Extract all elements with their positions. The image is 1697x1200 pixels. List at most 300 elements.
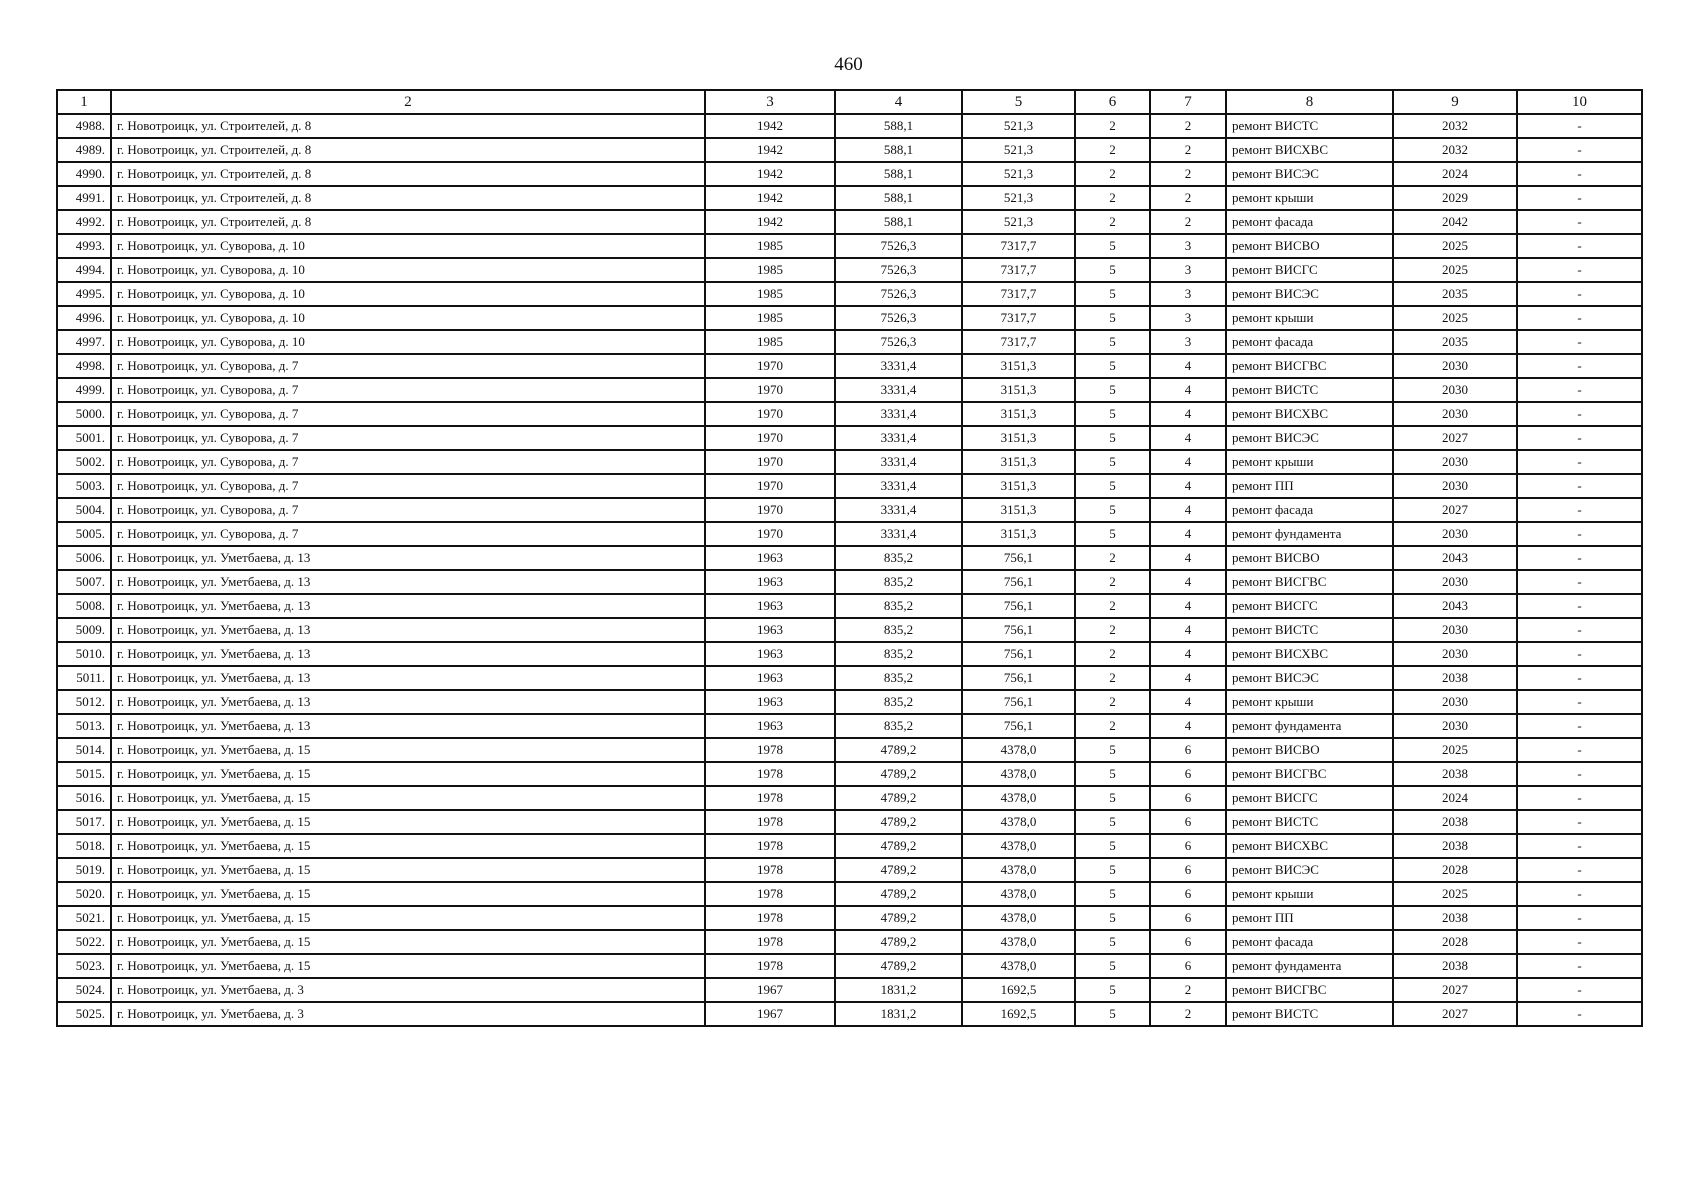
cell-build-year: 1963 [705, 546, 835, 570]
cell-row-number: 5011. [57, 666, 111, 690]
cell-row-number: 5019. [57, 858, 111, 882]
cell-floors: 5 [1075, 354, 1150, 378]
cell-living-area: 3151,3 [962, 426, 1075, 450]
cell-planned-year: 2042 [1393, 210, 1517, 234]
header-row [57, 90, 1642, 114]
column-header-4: 4 [835, 90, 962, 114]
cell-row-number: 5025. [57, 1002, 111, 1026]
cell-address: г. Новотроицк, ул. Суворова, д. 10 [111, 258, 705, 282]
cell-entrances: 6 [1150, 834, 1226, 858]
cell-planned-year: 2025 [1393, 234, 1517, 258]
cell-work-type: ремонт ВИСГВС [1226, 762, 1393, 786]
cell-address: г. Новотроицк, ул. Суворова, д. 7 [111, 474, 705, 498]
page-number: 460 [834, 54, 863, 75]
table-row [57, 762, 1642, 786]
cell-address: г. Новотроицк, ул. Уметбаева, д. 3 [111, 1002, 705, 1026]
cell-planned-year: 2030 [1393, 378, 1517, 402]
cell-address: г. Новотроицк, ул. Строителей, д. 8 [111, 186, 705, 210]
cell-floors: 5 [1075, 330, 1150, 354]
cell-entrances: 6 [1150, 882, 1226, 906]
table-body [57, 114, 1642, 1026]
cell-floors: 2 [1075, 594, 1150, 618]
cell-entrances: 6 [1150, 786, 1226, 810]
cell-address: г. Новотроицк, ул. Строителей, д. 8 [111, 162, 705, 186]
cell-address: г. Новотроицк, ул. Уметбаева, д. 15 [111, 954, 705, 978]
table-row [57, 714, 1642, 738]
cell-entrances: 6 [1150, 954, 1226, 978]
cell-address: г. Новотроицк, ул. Суворова, д. 7 [111, 378, 705, 402]
cell-total-area: 4789,2 [835, 762, 962, 786]
cell-work-type: ремонт ВИСХВС [1226, 834, 1393, 858]
cell-total-area: 4789,2 [835, 882, 962, 906]
cell-row-number: 4991. [57, 186, 111, 210]
cell-floors: 5 [1075, 954, 1150, 978]
cell-floors: 5 [1075, 906, 1150, 930]
cell-total-area: 835,2 [835, 690, 962, 714]
cell-work-type: ремонт ВИСЭС [1226, 282, 1393, 306]
cell-work-type: ремонт фасада [1226, 210, 1393, 234]
cell-entrances: 6 [1150, 930, 1226, 954]
cell-note: - [1517, 978, 1642, 1002]
column-header-9: 9 [1393, 90, 1517, 114]
cell-address: г. Новотроицк, ул. Уметбаева, д. 15 [111, 858, 705, 882]
cell-total-area: 835,2 [835, 666, 962, 690]
cell-work-type: ремонт ВИСВО [1226, 738, 1393, 762]
cell-floors: 5 [1075, 522, 1150, 546]
table-row [57, 1002, 1642, 1026]
cell-work-type: ремонт ВИСГС [1226, 786, 1393, 810]
cell-living-area: 3151,3 [962, 474, 1075, 498]
cell-build-year: 1942 [705, 186, 835, 210]
cell-note: - [1517, 282, 1642, 306]
cell-planned-year: 2028 [1393, 930, 1517, 954]
table-row [57, 186, 1642, 210]
table-row [57, 570, 1642, 594]
cell-total-area: 4789,2 [835, 810, 962, 834]
cell-build-year: 1963 [705, 570, 835, 594]
cell-address: г. Новотроицк, ул. Суворова, д. 7 [111, 402, 705, 426]
cell-row-number: 5017. [57, 810, 111, 834]
cell-total-area: 4789,2 [835, 858, 962, 882]
cell-build-year: 1963 [705, 618, 835, 642]
cell-note: - [1517, 810, 1642, 834]
cell-planned-year: 2030 [1393, 474, 1517, 498]
cell-build-year: 1978 [705, 834, 835, 858]
cell-row-number: 4998. [57, 354, 111, 378]
cell-floors: 5 [1075, 474, 1150, 498]
cell-build-year: 1985 [705, 234, 835, 258]
cell-living-area: 756,1 [962, 570, 1075, 594]
cell-row-number: 5016. [57, 786, 111, 810]
cell-note: - [1517, 666, 1642, 690]
table-row [57, 426, 1642, 450]
cell-living-area: 4378,0 [962, 858, 1075, 882]
cell-row-number: 5001. [57, 426, 111, 450]
cell-address: г. Новотроицк, ул. Суворова, д. 7 [111, 450, 705, 474]
cell-entrances: 4 [1150, 474, 1226, 498]
cell-entrances: 4 [1150, 618, 1226, 642]
cell-address: г. Новотроицк, ул. Строителей, д. 8 [111, 138, 705, 162]
cell-work-type: ремонт ВИСГС [1226, 258, 1393, 282]
cell-row-number: 5012. [57, 690, 111, 714]
cell-work-type: ремонт ВИСХВС [1226, 138, 1393, 162]
cell-note: - [1517, 450, 1642, 474]
cell-total-area: 4789,2 [835, 738, 962, 762]
table-row [57, 882, 1642, 906]
cell-entrances: 2 [1150, 186, 1226, 210]
cell-planned-year: 2030 [1393, 402, 1517, 426]
cell-planned-year: 2038 [1393, 762, 1517, 786]
cell-living-area: 4378,0 [962, 786, 1075, 810]
cell-build-year: 1978 [705, 762, 835, 786]
cell-planned-year: 2035 [1393, 330, 1517, 354]
cell-note: - [1517, 474, 1642, 498]
cell-living-area: 7317,7 [962, 330, 1075, 354]
cell-planned-year: 2030 [1393, 522, 1517, 546]
cell-row-number: 5013. [57, 714, 111, 738]
cell-total-area: 7526,3 [835, 282, 962, 306]
cell-address: г. Новотроицк, ул. Строителей, д. 8 [111, 210, 705, 234]
cell-total-area: 588,1 [835, 210, 962, 234]
table-row [57, 306, 1642, 330]
column-header-6: 6 [1075, 90, 1150, 114]
cell-total-area: 7526,3 [835, 234, 962, 258]
cell-total-area: 3331,4 [835, 426, 962, 450]
table-row [57, 234, 1642, 258]
cell-planned-year: 2030 [1393, 690, 1517, 714]
cell-total-area: 588,1 [835, 186, 962, 210]
table-row [57, 690, 1642, 714]
cell-note: - [1517, 234, 1642, 258]
cell-row-number: 5010. [57, 642, 111, 666]
cell-row-number: 4999. [57, 378, 111, 402]
cell-note: - [1517, 690, 1642, 714]
cell-work-type: ремонт фасада [1226, 330, 1393, 354]
cell-address: г. Новотроицк, ул. Уметбаева, д. 13 [111, 642, 705, 666]
cell-planned-year: 2029 [1393, 186, 1517, 210]
cell-work-type: ремонт крыши [1226, 882, 1393, 906]
cell-entrances: 4 [1150, 714, 1226, 738]
cell-floors: 2 [1075, 138, 1150, 162]
cell-total-area: 3331,4 [835, 378, 962, 402]
cell-row-number: 5015. [57, 762, 111, 786]
cell-work-type: ремонт ВИСЭС [1226, 858, 1393, 882]
cell-build-year: 1970 [705, 474, 835, 498]
cell-floors: 5 [1075, 762, 1150, 786]
cell-living-area: 756,1 [962, 594, 1075, 618]
cell-note: - [1517, 954, 1642, 978]
table-row [57, 594, 1642, 618]
cell-total-area: 7526,3 [835, 258, 962, 282]
cell-work-type: ремонт ВИСХВС [1226, 642, 1393, 666]
cell-row-number: 5024. [57, 978, 111, 1002]
cell-row-number: 5021. [57, 906, 111, 930]
cell-address: г. Новотроицк, ул. Уметбаева, д. 15 [111, 810, 705, 834]
cell-note: - [1517, 786, 1642, 810]
cell-living-area: 3151,3 [962, 450, 1075, 474]
cell-floors: 2 [1075, 186, 1150, 210]
cell-row-number: 4988. [57, 114, 111, 138]
cell-build-year: 1978 [705, 810, 835, 834]
cell-living-area: 3151,3 [962, 402, 1075, 426]
cell-address: г. Новотроицк, ул. Уметбаева, д. 15 [111, 762, 705, 786]
cell-living-area: 756,1 [962, 642, 1075, 666]
cell-row-number: 4994. [57, 258, 111, 282]
cell-floors: 5 [1075, 738, 1150, 762]
cell-living-area: 521,3 [962, 162, 1075, 186]
cell-address: г. Новотроицк, ул. Уметбаева, д. 15 [111, 786, 705, 810]
cell-entrances: 6 [1150, 762, 1226, 786]
cell-living-area: 7317,7 [962, 306, 1075, 330]
table-row [57, 978, 1642, 1002]
cell-work-type: ремонт крыши [1226, 690, 1393, 714]
cell-total-area: 3331,4 [835, 522, 962, 546]
cell-build-year: 1942 [705, 114, 835, 138]
cell-note: - [1517, 210, 1642, 234]
cell-row-number: 5009. [57, 618, 111, 642]
cell-floors: 5 [1075, 858, 1150, 882]
cell-entrances: 6 [1150, 810, 1226, 834]
cell-floors: 2 [1075, 714, 1150, 738]
cell-build-year: 1963 [705, 642, 835, 666]
cell-total-area: 4789,2 [835, 834, 962, 858]
cell-floors: 2 [1075, 546, 1150, 570]
table-row [57, 858, 1642, 882]
cell-entrances: 4 [1150, 690, 1226, 714]
cell-entrances: 6 [1150, 906, 1226, 930]
cell-entrances: 4 [1150, 522, 1226, 546]
cell-work-type: ремонт ВИСГС [1226, 594, 1393, 618]
cell-floors: 2 [1075, 690, 1150, 714]
cell-work-type: ремонт фундамента [1226, 522, 1393, 546]
cell-total-area: 4789,2 [835, 906, 962, 930]
cell-note: - [1517, 618, 1642, 642]
cell-living-area: 4378,0 [962, 738, 1075, 762]
cell-entrances: 4 [1150, 666, 1226, 690]
cell-address: г. Новотроицк, ул. Уметбаева, д. 15 [111, 738, 705, 762]
cell-work-type: ремонт ВИСТС [1226, 810, 1393, 834]
cell-note: - [1517, 642, 1642, 666]
cell-work-type: ремонт крыши [1226, 186, 1393, 210]
table-row [57, 378, 1642, 402]
table-row [57, 954, 1642, 978]
cell-address: г. Новотроицк, ул. Суворова, д. 7 [111, 498, 705, 522]
table-row [57, 666, 1642, 690]
cell-living-area: 4378,0 [962, 834, 1075, 858]
cell-row-number: 4996. [57, 306, 111, 330]
cell-build-year: 1970 [705, 498, 835, 522]
cell-entrances: 4 [1150, 354, 1226, 378]
cell-work-type: ремонт фасада [1226, 930, 1393, 954]
cell-build-year: 1967 [705, 1002, 835, 1026]
cell-work-type: ремонт ВИСГВС [1226, 570, 1393, 594]
cell-address: г. Новотроицк, ул. Уметбаева, д. 13 [111, 666, 705, 690]
repair-registry-table [56, 89, 1643, 1027]
cell-total-area: 588,1 [835, 138, 962, 162]
cell-work-type: ремонт ВИСЭС [1226, 666, 1393, 690]
cell-note: - [1517, 522, 1642, 546]
cell-work-type: ремонт фундамента [1226, 954, 1393, 978]
cell-entrances: 6 [1150, 738, 1226, 762]
cell-living-area: 521,3 [962, 210, 1075, 234]
cell-planned-year: 2032 [1393, 114, 1517, 138]
cell-build-year: 1985 [705, 306, 835, 330]
cell-row-number: 5004. [57, 498, 111, 522]
cell-build-year: 1978 [705, 738, 835, 762]
cell-address: г. Новотроицк, ул. Уметбаева, д. 13 [111, 618, 705, 642]
cell-planned-year: 2024 [1393, 786, 1517, 810]
cell-total-area: 1831,2 [835, 1002, 962, 1026]
table-row [57, 330, 1642, 354]
cell-row-number: 5006. [57, 546, 111, 570]
cell-note: - [1517, 426, 1642, 450]
cell-planned-year: 2030 [1393, 618, 1517, 642]
cell-address: г. Новотроицк, ул. Уметбаева, д. 13 [111, 594, 705, 618]
cell-build-year: 1942 [705, 162, 835, 186]
column-header-5: 5 [962, 90, 1075, 114]
cell-build-year: 1963 [705, 594, 835, 618]
cell-floors: 5 [1075, 882, 1150, 906]
cell-work-type: ремонт ВИСТС [1226, 114, 1393, 138]
cell-floors: 2 [1075, 666, 1150, 690]
cell-note: - [1517, 930, 1642, 954]
cell-living-area: 4378,0 [962, 762, 1075, 786]
cell-note: - [1517, 138, 1642, 162]
cell-note: - [1517, 882, 1642, 906]
cell-living-area: 756,1 [962, 690, 1075, 714]
cell-work-type: ремонт ПП [1226, 474, 1393, 498]
cell-work-type: ремонт ВИСТС [1226, 1002, 1393, 1026]
cell-total-area: 4789,2 [835, 786, 962, 810]
cell-build-year: 1978 [705, 858, 835, 882]
table-row [57, 210, 1642, 234]
table-row [57, 810, 1642, 834]
cell-note: - [1517, 378, 1642, 402]
cell-address: г. Новотроицк, ул. Суворова, д. 10 [111, 306, 705, 330]
cell-floors: 5 [1075, 402, 1150, 426]
cell-total-area: 3331,4 [835, 474, 962, 498]
cell-note: - [1517, 354, 1642, 378]
cell-planned-year: 2025 [1393, 738, 1517, 762]
cell-planned-year: 2027 [1393, 978, 1517, 1002]
cell-floors: 5 [1075, 810, 1150, 834]
cell-floors: 2 [1075, 618, 1150, 642]
cell-living-area: 3151,3 [962, 378, 1075, 402]
cell-floors: 5 [1075, 258, 1150, 282]
table-row [57, 282, 1642, 306]
cell-total-area: 835,2 [835, 714, 962, 738]
cell-row-number: 5014. [57, 738, 111, 762]
cell-note: - [1517, 1002, 1642, 1026]
cell-row-number: 4995. [57, 282, 111, 306]
cell-total-area: 4789,2 [835, 930, 962, 954]
cell-note: - [1517, 402, 1642, 426]
cell-build-year: 1942 [705, 138, 835, 162]
cell-total-area: 3331,4 [835, 450, 962, 474]
cell-entrances: 4 [1150, 642, 1226, 666]
cell-address: г. Новотроицк, ул. Строителей, д. 8 [111, 114, 705, 138]
cell-living-area: 756,1 [962, 618, 1075, 642]
cell-planned-year: 2038 [1393, 666, 1517, 690]
cell-build-year: 1978 [705, 882, 835, 906]
cell-address: г. Новотроицк, ул. Суворова, д. 10 [111, 282, 705, 306]
cell-planned-year: 2027 [1393, 426, 1517, 450]
cell-build-year: 1978 [705, 786, 835, 810]
cell-build-year: 1970 [705, 426, 835, 450]
cell-entrances: 2 [1150, 114, 1226, 138]
cell-entrances: 2 [1150, 138, 1226, 162]
table-row [57, 522, 1642, 546]
cell-entrances: 4 [1150, 570, 1226, 594]
cell-entrances: 2 [1150, 1002, 1226, 1026]
cell-row-number: 4992. [57, 210, 111, 234]
cell-living-area: 521,3 [962, 138, 1075, 162]
cell-entrances: 3 [1150, 258, 1226, 282]
cell-address: г. Новотроицк, ул. Уметбаева, д. 13 [111, 570, 705, 594]
cell-note: - [1517, 258, 1642, 282]
cell-living-area: 3151,3 [962, 522, 1075, 546]
cell-floors: 5 [1075, 834, 1150, 858]
cell-living-area: 4378,0 [962, 906, 1075, 930]
table-row [57, 906, 1642, 930]
cell-total-area: 7526,3 [835, 330, 962, 354]
cell-floors: 5 [1075, 378, 1150, 402]
cell-work-type: ремонт ВИСЭС [1226, 426, 1393, 450]
cell-row-number: 4993. [57, 234, 111, 258]
cell-living-area: 4378,0 [962, 930, 1075, 954]
cell-build-year: 1985 [705, 330, 835, 354]
cell-work-type: ремонт ВИСГВС [1226, 978, 1393, 1002]
cell-entrances: 2 [1150, 978, 1226, 1002]
cell-address: г. Новотроицк, ул. Уметбаева, д. 15 [111, 906, 705, 930]
cell-planned-year: 2027 [1393, 498, 1517, 522]
table-row [57, 258, 1642, 282]
cell-floors: 2 [1075, 162, 1150, 186]
cell-address: г. Новотроицк, ул. Уметбаева, д. 13 [111, 690, 705, 714]
cell-total-area: 835,2 [835, 642, 962, 666]
table-row [57, 834, 1642, 858]
cell-address: г. Новотроицк, ул. Уметбаева, д. 15 [111, 930, 705, 954]
cell-floors: 5 [1075, 426, 1150, 450]
cell-work-type: ремонт ВИСВО [1226, 546, 1393, 570]
cell-planned-year: 2043 [1393, 594, 1517, 618]
cell-floors: 5 [1075, 234, 1150, 258]
cell-living-area: 521,3 [962, 186, 1075, 210]
table-row [57, 786, 1642, 810]
cell-entrances: 4 [1150, 426, 1226, 450]
cell-planned-year: 2030 [1393, 642, 1517, 666]
cell-floors: 2 [1075, 570, 1150, 594]
column-header-10: 10 [1517, 90, 1642, 114]
cell-address: г. Новотроицк, ул. Уметбаева, д. 15 [111, 834, 705, 858]
cell-note: - [1517, 186, 1642, 210]
cell-total-area: 588,1 [835, 162, 962, 186]
cell-build-year: 1967 [705, 978, 835, 1002]
cell-entrances: 4 [1150, 450, 1226, 474]
cell-entrances: 3 [1150, 330, 1226, 354]
cell-floors: 5 [1075, 786, 1150, 810]
cell-address: г. Новотроицк, ул. Уметбаева, д. 15 [111, 882, 705, 906]
cell-row-number: 5007. [57, 570, 111, 594]
cell-living-area: 521,3 [962, 114, 1075, 138]
cell-total-area: 3331,4 [835, 498, 962, 522]
cell-living-area: 7317,7 [962, 282, 1075, 306]
cell-row-number: 5003. [57, 474, 111, 498]
cell-total-area: 1831,2 [835, 978, 962, 1002]
cell-note: - [1517, 906, 1642, 930]
cell-note: - [1517, 546, 1642, 570]
cell-planned-year: 2028 [1393, 858, 1517, 882]
